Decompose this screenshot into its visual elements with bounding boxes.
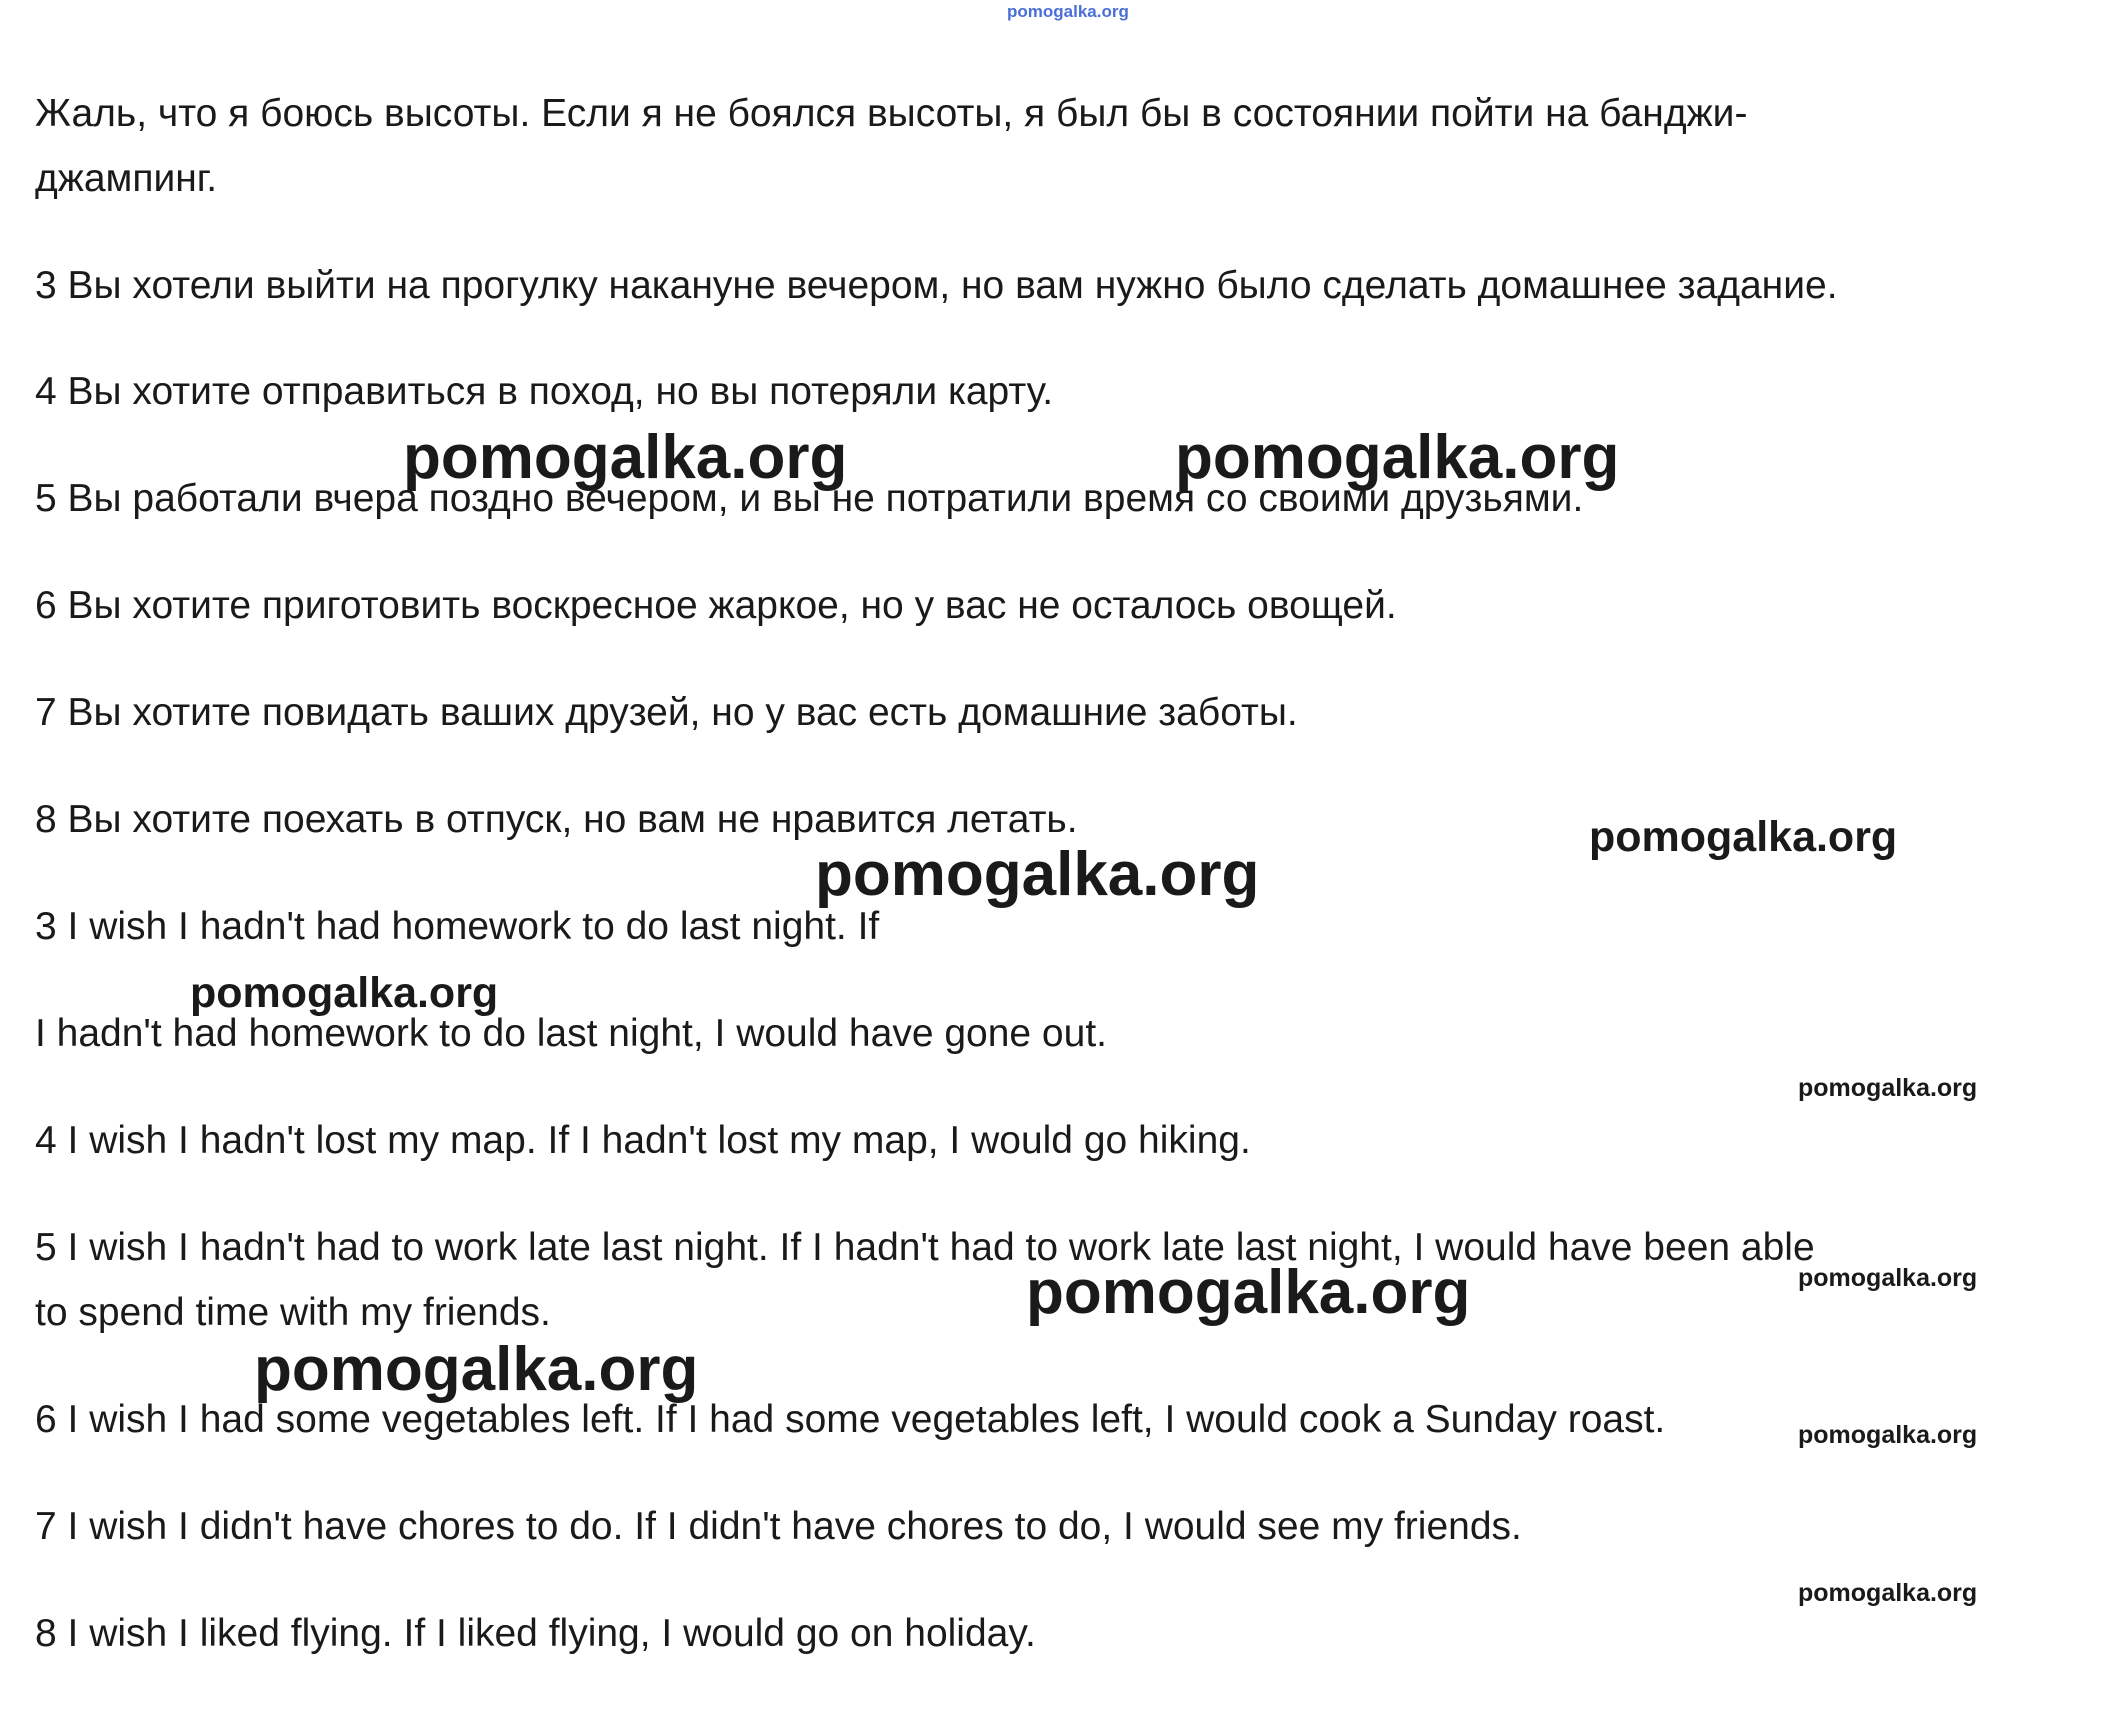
text-line: 3 I wish I hadn't had homework to do last night. If (35, 905, 880, 948)
watermark: pomogalka.org (190, 969, 499, 1017)
text-line: I hadn't had homework to do last night, I would have gone out. (35, 1012, 1107, 1055)
watermark: pomogalka.org (254, 1335, 699, 1404)
watermark: pomogalka.org (1798, 1074, 1978, 1102)
text-line: 3 Вы хотели выйти на прогулку накануне вечером, но вам нужно было сделать домашнее задание. (35, 264, 1838, 307)
watermark: pomogalka.org (1798, 1264, 1978, 1292)
text-line: Жаль, что я боюсь высоты. Если я не боялся высоты, я был бы в состоянии пойти на банджи- (35, 92, 1748, 135)
text-line: джампинг. (35, 157, 218, 200)
watermark: pomogalka.org (1798, 1421, 1978, 1449)
text-line: to spend time with my friends. (35, 1291, 551, 1334)
watermark: pomogalka.org (815, 840, 1260, 909)
text-line: 7 Вы хотите повидать ваших друзей, но у вас есть домашние заботы. (35, 691, 1298, 734)
text-line: 6 I wish I had some vegetables left. If I had some vegetables left, I would cook a Sunday roast. (35, 1398, 1666, 1441)
text-line: 8 Вы хотите поехать в отпуск, но вам не нравится летать. (35, 798, 1078, 841)
text-line: 5 I wish I hadn't had to work late last night. If I hadn't had to work late last night, I would have been able (35, 1226, 1815, 1269)
watermark: pomogalka.org (1798, 1579, 1978, 1607)
watermark: pomogalka.org (1175, 423, 1620, 492)
watermark: pomogalka.org (1026, 1258, 1471, 1327)
top-watermark: pomogalka.org (1007, 2, 1129, 21)
text-line: 5 Вы работали вчера поздно вечером, и вы не потратили время со своими друзьями. (35, 477, 1584, 520)
text-line: 4 I wish I hadn't lost my map. If I hadn't lost my map, I would go hiking. (35, 1119, 1251, 1162)
watermark: pomogalka.org (1589, 813, 1898, 861)
text-line: 4 Вы хотите отправиться в поход, но вы потеряли карту. (35, 370, 1054, 413)
text-line: 6 Вы хотите приготовить воскресное жаркое, но у вас не осталось овощей. (35, 584, 1397, 627)
watermark: pomogalka.org (403, 423, 848, 492)
text-line: 7 I wish I didn't have chores to do. If I didn't have chores to do, I would see my friends. (35, 1505, 1522, 1548)
text-line: 8 I wish I liked flying. If I liked flying, I would go on holiday. (35, 1612, 1036, 1655)
